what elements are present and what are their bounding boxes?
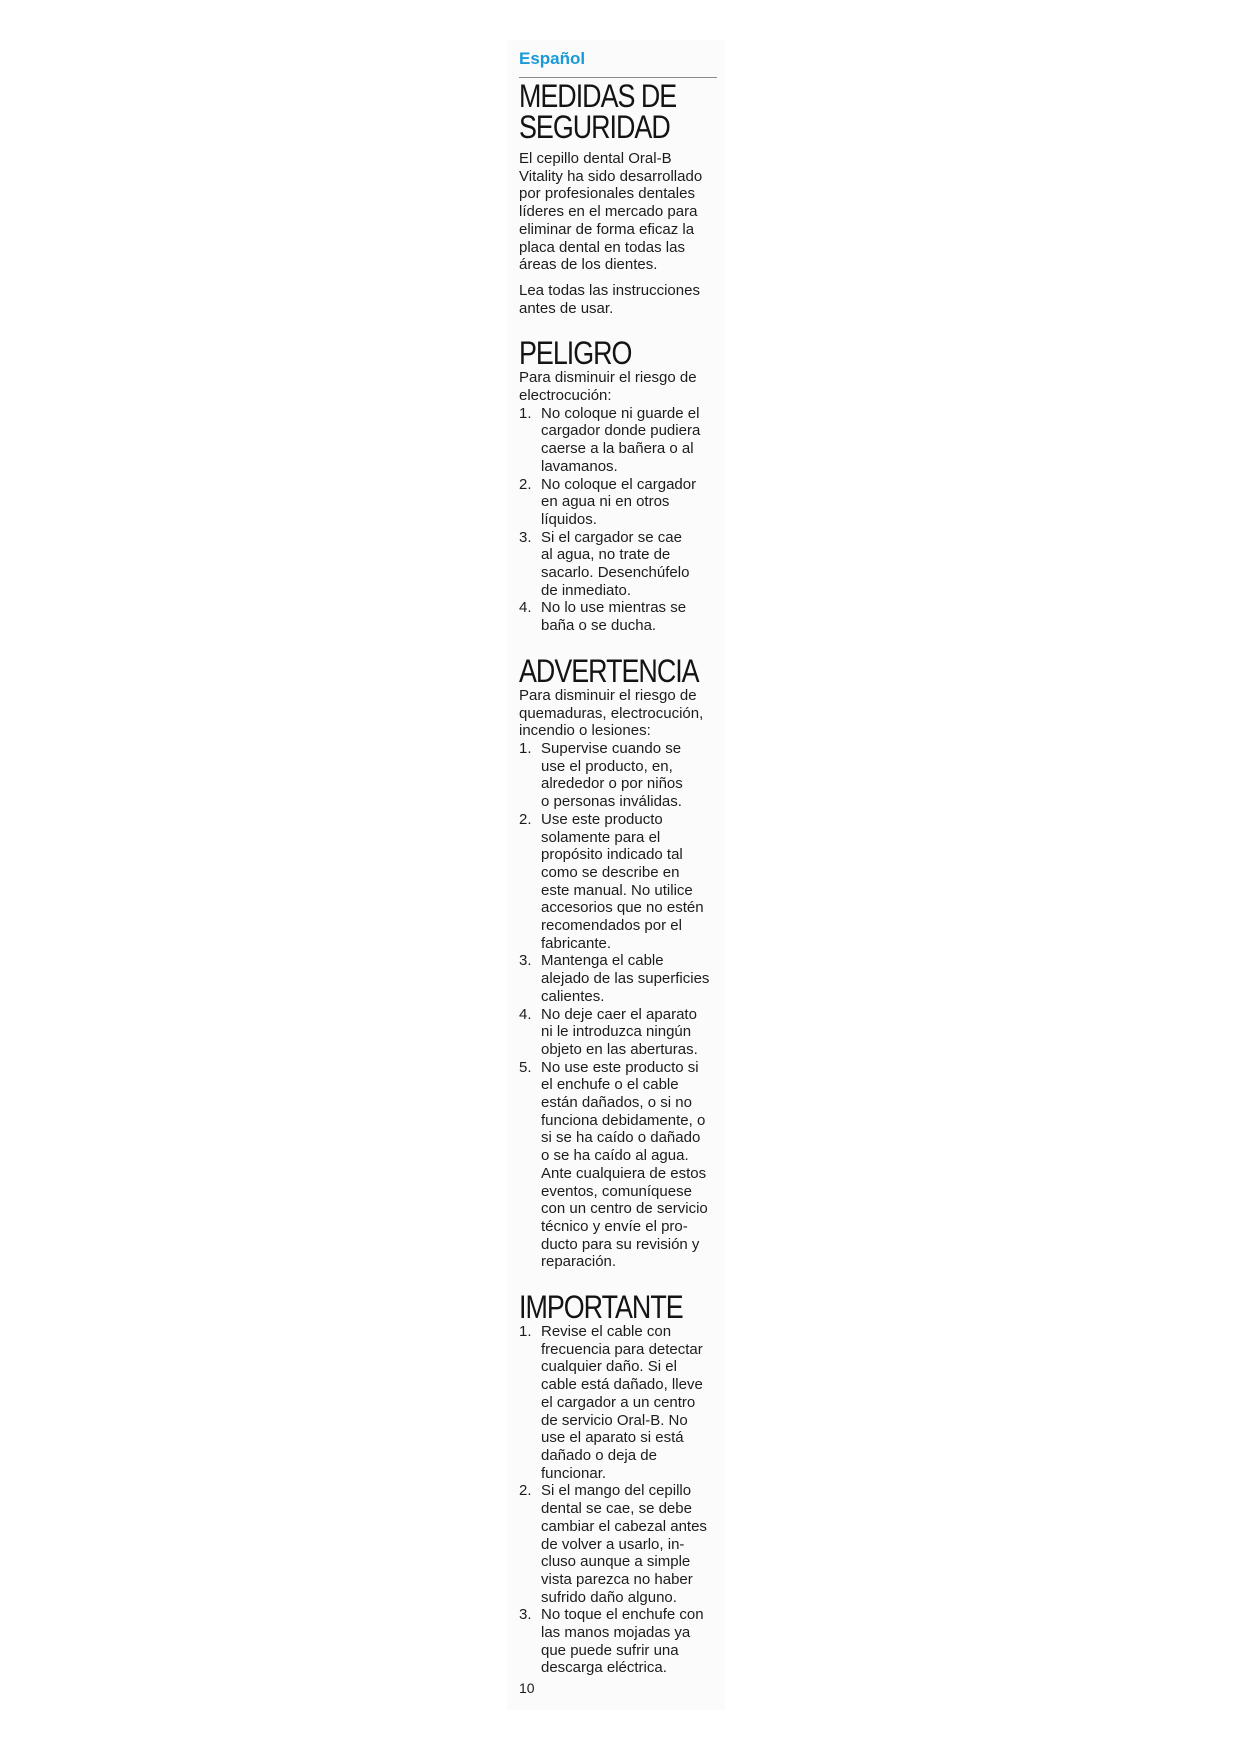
text-line: quemaduras, electrocución, bbox=[519, 704, 704, 722]
text-line: de volver a usarlo, in- bbox=[541, 1535, 685, 1553]
text-line: placa dental en todas las bbox=[519, 238, 685, 256]
text-line: sufrido daño alguno. bbox=[541, 1588, 677, 1606]
section-warning bbox=[519, 652, 724, 1271]
text-line: o se ha caído al agua. bbox=[541, 1147, 689, 1165]
list-item-number: 1. bbox=[519, 404, 532, 422]
text-line: dañado o deja de bbox=[541, 1447, 657, 1464]
list-item-number: 3. bbox=[519, 528, 532, 546]
text-line: solamente para el bbox=[541, 828, 661, 846]
text-line: este manual. No utilice bbox=[541, 881, 693, 899]
section-heading: SEGURIDAD bbox=[519, 109, 670, 145]
text-line: cambiar el cabezal antes bbox=[541, 1517, 707, 1535]
list-item bbox=[519, 599, 724, 634]
list-item-text bbox=[541, 529, 724, 600]
list-item bbox=[519, 740, 724, 811]
text-line: Use este producto bbox=[541, 810, 663, 828]
text-line: áreas de los dientes. bbox=[519, 256, 658, 274]
list-item-number: 1. bbox=[519, 1323, 532, 1341]
list-item bbox=[519, 1323, 724, 1482]
list-item bbox=[519, 811, 724, 953]
list-item bbox=[519, 405, 724, 476]
text-line: No lo use mientras se bbox=[541, 599, 687, 617]
text-line: propósito indicado tal bbox=[541, 846, 683, 864]
text-line: al agua, no trate de bbox=[541, 546, 671, 564]
text-line: Mantenga el cable bbox=[541, 952, 664, 970]
text-line: electrocución: bbox=[519, 387, 612, 405]
text-line: alejado de las superficies bbox=[541, 970, 710, 988]
section-heading: IMPORTANTE bbox=[519, 1289, 683, 1326]
list-item bbox=[519, 529, 724, 600]
text-line: ducto para su revisión y bbox=[541, 1235, 700, 1253]
section-important bbox=[519, 1289, 724, 1677]
text-line: que puede sufrir una bbox=[541, 1641, 679, 1659]
list-item-text bbox=[541, 1006, 724, 1059]
text-line: eliminar de forma eficaz la bbox=[519, 220, 695, 238]
text-line: de servicio Oral-B. No bbox=[541, 1411, 688, 1429]
text-line: ni le introduzca ningún bbox=[541, 1023, 692, 1041]
list-item-number: 5. bbox=[519, 1058, 532, 1076]
text-line: No coloque el cargador bbox=[541, 475, 697, 493]
text-line: antes de usar. bbox=[519, 299, 614, 317]
list-item-text bbox=[541, 476, 724, 529]
numbered-list bbox=[519, 1323, 724, 1677]
list-item-text bbox=[541, 1606, 724, 1677]
text-line: cualquier daño. Si el bbox=[541, 1358, 677, 1376]
text-line: recomendados por el bbox=[541, 917, 682, 935]
text-line: No deje caer el aparato bbox=[541, 1005, 697, 1023]
text-line: use el producto, en, bbox=[541, 757, 673, 775]
list-item bbox=[519, 476, 724, 529]
numbered-list bbox=[519, 405, 724, 635]
numbered-list bbox=[519, 740, 724, 1271]
text-line: si se ha caído o dañado bbox=[541, 1129, 701, 1147]
list-item bbox=[519, 952, 724, 1005]
text-line: cable está dañado, lleve bbox=[541, 1376, 703, 1394]
text-line: líquidos. bbox=[541, 510, 597, 528]
list-item-text bbox=[541, 599, 724, 634]
text-line: funciona debidamente, o bbox=[541, 1111, 706, 1129]
text-line: Revise el cable con bbox=[541, 1323, 672, 1341]
text-line: como se describe en bbox=[541, 863, 680, 881]
text-line: o personas inválidas. bbox=[541, 793, 682, 811]
text-line: incendio o lesiones: bbox=[519, 722, 651, 740]
text-line: Para disminuir el riesgo de bbox=[519, 369, 697, 387]
text-line: calientes. bbox=[541, 987, 605, 1005]
list-item-number: 4. bbox=[519, 599, 532, 617]
text-line: No coloque ni guarde el bbox=[541, 404, 700, 422]
list-item-text bbox=[541, 740, 724, 811]
list-item-text bbox=[541, 952, 724, 1005]
list-item-number: 2. bbox=[519, 810, 532, 828]
text-line: accesorios que no estén bbox=[541, 899, 704, 917]
text-line: baña o se ducha. bbox=[541, 617, 657, 635]
section-heading: ADVERTENCIA bbox=[519, 652, 699, 689]
text-line: de inmediato. bbox=[541, 581, 632, 599]
text-line: Para disminuir el riesgo de bbox=[519, 686, 697, 704]
text-line: líderes en el mercado para bbox=[519, 203, 698, 221]
text-line: Si el mango del cepillo bbox=[541, 1482, 692, 1500]
text-line: eventos, comuníquese bbox=[541, 1182, 692, 1200]
section-danger bbox=[519, 335, 724, 635]
text-line: vista parezca no haber bbox=[541, 1570, 693, 1588]
list-item-number: 2. bbox=[519, 475, 532, 493]
content-column bbox=[519, 48, 724, 1697]
text-line: por profesionales dentales bbox=[519, 185, 695, 203]
text-line: frecuencia para detectar bbox=[541, 1340, 703, 1358]
text-line: el enchufe o el cable bbox=[541, 1076, 679, 1094]
list-item bbox=[519, 1059, 724, 1271]
list-item bbox=[519, 1006, 724, 1059]
text-line: No use este producto si bbox=[541, 1058, 699, 1076]
text-line: Si el cargador se cae bbox=[541, 528, 682, 546]
read-instructions-paragraph bbox=[519, 282, 724, 317]
list-item-number: 4. bbox=[519, 1005, 532, 1023]
text-line: Supervise cuando se bbox=[541, 739, 682, 757]
list-item-number: 2. bbox=[519, 1482, 532, 1500]
section-heading: MEDIDAS DE bbox=[519, 78, 677, 114]
text-line: lavamanos. bbox=[541, 457, 618, 475]
list-item bbox=[519, 1482, 724, 1606]
intro-paragraph bbox=[519, 687, 724, 740]
list-item-text bbox=[541, 405, 724, 476]
text-line: el cargador a un centro bbox=[541, 1393, 696, 1411]
language-label: Español bbox=[519, 49, 586, 68]
text-line: sacarlo. Desenchúfelo bbox=[541, 564, 690, 582]
text-line: en agua ni en otros bbox=[541, 493, 670, 511]
text-line: use el aparato si está bbox=[541, 1429, 684, 1447]
intro-paragraph bbox=[519, 150, 724, 274]
text-line: alrededor o por niños bbox=[541, 775, 683, 793]
text-line: fabricante. bbox=[541, 934, 612, 952]
section-safety bbox=[519, 78, 724, 317]
text-line: las manos mojadas ya bbox=[541, 1624, 691, 1642]
page-number: 10 bbox=[519, 1680, 535, 1697]
text-line: técnico y envíe el pro- bbox=[541, 1217, 688, 1235]
list-item-number: 3. bbox=[519, 952, 532, 970]
text-line: dental se cae, se debe bbox=[541, 1500, 692, 1518]
text-line: están dañados, o si no bbox=[541, 1094, 692, 1112]
section-heading: PELIGRO bbox=[519, 335, 632, 372]
text-line: cargador donde pudiera bbox=[541, 422, 701, 440]
text-line: caerse a la bañera o al bbox=[541, 440, 694, 458]
list-item-number: 3. bbox=[519, 1606, 532, 1624]
list-item bbox=[519, 1606, 724, 1677]
text-line: funcionar. bbox=[541, 1464, 607, 1482]
text-line: El cepillo dental Oral-B bbox=[519, 150, 672, 167]
text-line: descarga eléctrica. bbox=[541, 1659, 667, 1677]
list-item-text bbox=[541, 1059, 724, 1271]
intro-paragraph bbox=[519, 369, 724, 404]
text-line: reparación. bbox=[541, 1253, 617, 1271]
list-item-text bbox=[541, 1323, 724, 1482]
list-item-text bbox=[541, 811, 724, 953]
text-line: cluso aunque a simple bbox=[541, 1553, 691, 1571]
text-line: No toque el enchufe con bbox=[541, 1606, 704, 1624]
text-line: Vitality ha sido desarrollado bbox=[519, 167, 703, 185]
text-line: objeto en las aberturas. bbox=[541, 1040, 698, 1058]
text-line: con un centro de servicio bbox=[541, 1200, 708, 1218]
text-line: Ante cualquiera de estos bbox=[541, 1164, 707, 1182]
text-line: Lea todas las instrucciones bbox=[519, 281, 700, 299]
list-item-number: 1. bbox=[519, 739, 532, 757]
list-item-text bbox=[541, 1482, 724, 1606]
